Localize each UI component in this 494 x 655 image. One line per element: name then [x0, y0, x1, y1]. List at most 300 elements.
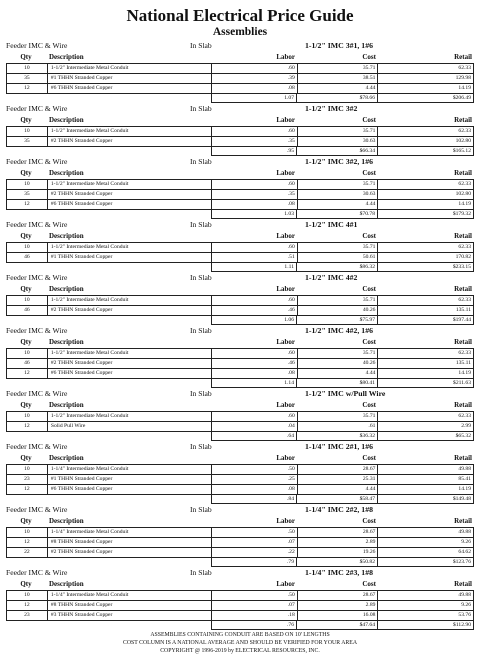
assembly-name: 1-1/2" IMC 3#1, 1#6 — [305, 41, 373, 50]
section-header — [6, 219, 474, 230]
cell-cost: 30.63 — [298, 190, 379, 199]
cell-labor: .60 — [212, 296, 298, 305]
cell-description: #2 THHN Stranded Copper — [48, 548, 212, 557]
footer-note-lengths: ASSEMBLIES CONTAINING CONDUIT ARE BASED ON 10' LENGTHS — [150, 632, 330, 638]
total-spacer — [6, 432, 211, 441]
total-retail: $149.48 — [378, 495, 474, 504]
total-labor: .84 — [211, 495, 297, 504]
col-description-header: Description — [49, 580, 84, 588]
total-labor: 1.11 — [211, 263, 297, 272]
table-row — [6, 137, 474, 147]
cell-description: 1-1/2" Intermediate Metal Conduit — [48, 127, 212, 136]
cell-qty: 35 — [6, 74, 48, 83]
assembly-section — [6, 567, 474, 630]
cell-description: #2 THHN Stranded Copper — [48, 306, 212, 315]
table-row — [6, 243, 474, 253]
cell-cost: 38.51 — [298, 74, 379, 83]
cell-description: 1-1/2" Intermediate Metal Conduit — [48, 349, 212, 358]
cell-qty: 12 — [6, 369, 48, 378]
cell-cost: 40.26 — [298, 306, 379, 315]
cell-qty: 10 — [6, 127, 48, 136]
assembly-name: 1-1/2" IMC 3#2 — [305, 104, 358, 113]
table-row — [6, 465, 474, 475]
cell-cost: 4.44 — [298, 369, 379, 378]
col-description-header: Description — [49, 454, 84, 462]
total-cost: $50.82 — [297, 558, 378, 567]
total-cost: $58.47 — [297, 495, 378, 504]
cell-description: 1-1/4" Intermediate Metal Conduit — [48, 528, 212, 537]
column-header-row — [6, 515, 474, 528]
col-labor-header: Labor — [276, 53, 295, 61]
cell-description: #6 THHN Stranded Copper — [48, 84, 212, 93]
section-location: In Slab — [190, 389, 212, 398]
total-retail: $233.15 — [378, 263, 474, 272]
cell-description: 1-1/2" Intermediate Metal Conduit — [48, 296, 212, 305]
assembly-section — [6, 156, 474, 219]
cell-cost: 50.61 — [298, 253, 379, 262]
cell-cost: 19.26 — [298, 548, 379, 557]
col-qty-header: Qty — [20, 517, 32, 525]
total-retail: $112.90 — [378, 621, 474, 630]
total-labor: 1.07 — [211, 94, 297, 103]
cell-description: 1-1/2" Intermediate Metal Conduit — [48, 243, 212, 252]
cell-description: #2 THHN Stranded Copper — [48, 137, 212, 146]
cell-labor: .25 — [212, 475, 298, 484]
cell-labor: .60 — [212, 243, 298, 252]
table-row — [6, 611, 474, 621]
col-qty-header: Qty — [20, 454, 32, 462]
cell-labor: .08 — [212, 84, 298, 93]
total-row — [6, 316, 474, 325]
col-cost-header: Cost — [362, 401, 376, 409]
cell-labor: .08 — [212, 369, 298, 378]
cell-retail: 170.82 — [378, 253, 474, 262]
col-qty-header: Qty — [20, 116, 32, 124]
cell-labor: .04 — [212, 422, 298, 431]
cell-description: #6 THHN Stranded Copper — [48, 369, 212, 378]
cell-qty: 22 — [6, 548, 48, 557]
col-labor-header: Labor — [276, 454, 295, 462]
cell-qty: 35 — [6, 137, 48, 146]
cell-qty: 10 — [6, 528, 48, 537]
col-retail-header: Retail — [454, 232, 472, 240]
total-labor: .76 — [211, 621, 297, 630]
cell-labor: .50 — [212, 465, 298, 474]
total-row — [6, 558, 474, 567]
assembly-name: 1-1/4" IMC 2#1, 1#6 — [305, 442, 373, 451]
col-cost-header: Cost — [362, 517, 376, 525]
section-header — [6, 103, 474, 114]
cell-retail: 62.33 — [378, 243, 474, 252]
total-row — [6, 210, 474, 219]
assembly-section — [6, 40, 474, 103]
cell-retail: 14.19 — [378, 84, 474, 93]
total-retail: $206.49 — [378, 94, 474, 103]
cell-labor: .39 — [212, 74, 298, 83]
total-cost: $75.97 — [297, 316, 378, 325]
table-row — [6, 306, 474, 316]
table-row — [6, 180, 474, 190]
cell-retail: 9.26 — [378, 601, 474, 610]
total-cost: $86.32 — [297, 263, 378, 272]
cell-cost: 35.71 — [298, 296, 379, 305]
cell-labor: .08 — [212, 200, 298, 209]
cell-labor: .60 — [212, 64, 298, 73]
total-cost: $80.41 — [297, 379, 378, 388]
cell-retail: 64.62 — [378, 548, 474, 557]
cell-labor: .60 — [212, 127, 298, 136]
cell-cost: 28.67 — [298, 465, 379, 474]
table-row — [6, 485, 474, 495]
section-header — [6, 40, 474, 51]
table-row — [6, 64, 474, 74]
col-description-header: Description — [49, 285, 84, 293]
cell-qty: 10 — [6, 465, 48, 474]
section-category: Feeder IMC & Wire — [6, 104, 68, 113]
assembly-section — [6, 219, 474, 272]
table-row — [6, 528, 474, 538]
total-cost: $78.66 — [297, 94, 378, 103]
total-spacer — [6, 210, 211, 219]
col-qty-header: Qty — [20, 169, 32, 177]
section-category: Feeder IMC & Wire — [6, 326, 68, 335]
cell-cost: 35.71 — [298, 180, 379, 189]
total-retail: $211.63 — [378, 379, 474, 388]
col-cost-header: Cost — [362, 580, 376, 588]
cell-retail: 14.19 — [378, 200, 474, 209]
total-row — [6, 379, 474, 388]
table-row — [6, 548, 474, 558]
cell-labor: .60 — [212, 180, 298, 189]
assembly-section — [6, 325, 474, 388]
cell-labor: .22 — [212, 548, 298, 557]
cell-cost: 35.71 — [298, 412, 379, 421]
cell-description: #1 THHN Stranded Copper — [48, 74, 212, 83]
total-cost: $36.32 — [297, 432, 378, 441]
total-row — [6, 495, 474, 504]
cell-retail: 62.33 — [378, 296, 474, 305]
cell-retail: 14.19 — [378, 369, 474, 378]
col-cost-header: Cost — [362, 169, 376, 177]
section-category: Feeder IMC & Wire — [6, 568, 68, 577]
cell-description: 1-1/2" Intermediate Metal Conduit — [48, 412, 212, 421]
cell-qty: 10 — [6, 349, 48, 358]
col-retail-header: Retail — [454, 454, 472, 462]
total-spacer — [6, 94, 211, 103]
cell-qty: 23 — [6, 611, 48, 620]
col-qty-header: Qty — [20, 338, 32, 346]
total-cost: $70.78 — [297, 210, 378, 219]
column-header-row — [6, 51, 474, 64]
table-row — [6, 422, 474, 432]
cell-cost: 30.63 — [298, 137, 379, 146]
section-location: In Slab — [190, 273, 212, 282]
total-retail: $165.12 — [378, 147, 474, 156]
assembly-name: 1-1/4" IMC 2#2, 1#8 — [305, 505, 373, 514]
col-labor-header: Labor — [276, 580, 295, 588]
cell-retail: 62.33 — [378, 349, 474, 358]
cell-qty: 12 — [6, 84, 48, 93]
total-labor: 1.06 — [211, 316, 297, 325]
cell-qty: 23 — [6, 475, 48, 484]
col-labor-header: Labor — [276, 517, 295, 525]
total-spacer — [6, 316, 211, 325]
cell-qty: 10 — [6, 412, 48, 421]
total-labor: .95 — [211, 147, 297, 156]
table-row — [6, 359, 474, 369]
col-labor-header: Labor — [276, 116, 295, 124]
col-cost-header: Cost — [362, 116, 376, 124]
col-retail-header: Retail — [454, 401, 472, 409]
col-labor-header: Labor — [276, 338, 295, 346]
cell-labor: .51 — [212, 253, 298, 262]
col-cost-header: Cost — [362, 232, 376, 240]
cell-retail: 85.41 — [378, 475, 474, 484]
cell-description: 1-1/4" Intermediate Metal Conduit — [48, 465, 212, 474]
section-header — [6, 441, 474, 452]
cell-qty: 12 — [6, 200, 48, 209]
section-category: Feeder IMC & Wire — [6, 273, 68, 282]
total-labor: 1.03 — [211, 210, 297, 219]
cell-retail: 135.11 — [378, 306, 474, 315]
table-row — [6, 84, 474, 94]
assembly-section — [6, 272, 474, 325]
cell-cost: 35.71 — [298, 243, 379, 252]
assembly-section — [6, 103, 474, 156]
cell-qty: 12 — [6, 485, 48, 494]
col-retail-header: Retail — [454, 338, 472, 346]
cell-qty: 10 — [6, 180, 48, 189]
section-header — [6, 156, 474, 167]
cell-qty: 12 — [6, 601, 48, 610]
total-labor: .79 — [211, 558, 297, 567]
total-labor: .64 — [211, 432, 297, 441]
col-qty-header: Qty — [20, 401, 32, 409]
cell-cost: 40.26 — [298, 359, 379, 368]
section-location: In Slab — [190, 104, 212, 113]
table-row — [6, 412, 474, 422]
total-row — [6, 147, 474, 156]
table-row — [6, 74, 474, 84]
total-row — [6, 621, 474, 630]
col-labor-header: Labor — [276, 169, 295, 177]
cell-description: #1 THHN Stranded Copper — [48, 475, 212, 484]
cell-retail: 53.76 — [378, 611, 474, 620]
cell-labor: .60 — [212, 412, 298, 421]
assembly-name: 1-1/2" IMC 4#1 — [305, 220, 358, 229]
cell-labor: .08 — [212, 485, 298, 494]
cell-labor: .46 — [212, 359, 298, 368]
col-qty-header: Qty — [20, 53, 32, 61]
assembly-name: 1-1/2" IMC 4#2 — [305, 273, 358, 282]
page-footer — [6, 631, 474, 655]
section-header — [6, 272, 474, 283]
cell-description: #8 THHN Stranded Copper — [48, 538, 212, 547]
col-cost-header: Cost — [362, 285, 376, 293]
cell-description: #6 THHN Stranded Copper — [48, 200, 212, 209]
col-retail-header: Retail — [454, 53, 472, 61]
total-row — [6, 94, 474, 103]
col-cost-header: Cost — [362, 338, 376, 346]
cell-cost: 2.89 — [298, 601, 379, 610]
section-location: In Slab — [190, 568, 212, 577]
cell-qty: 10 — [6, 591, 48, 600]
section-category: Feeder IMC & Wire — [6, 220, 68, 229]
cell-retail: 135.11 — [378, 359, 474, 368]
col-retail-header: Retail — [454, 580, 472, 588]
cell-description: 1-1/2" Intermediate Metal Conduit — [48, 64, 212, 73]
cell-labor: .35 — [212, 190, 298, 199]
page-subtitle: Assemblies — [212, 26, 268, 38]
cell-retail: 14.19 — [378, 485, 474, 494]
cell-description: #2 THHN Stranded Copper — [48, 359, 212, 368]
col-description-header: Description — [49, 116, 84, 124]
cell-description: #3 THHN Stranded Copper — [48, 611, 212, 620]
cell-retail: 102.80 — [378, 137, 474, 146]
cell-cost: 4.44 — [298, 84, 379, 93]
total-retail: $197.44 — [378, 316, 474, 325]
total-retail: $65.32 — [378, 432, 474, 441]
cell-labor: .18 — [212, 611, 298, 620]
cell-cost: .61 — [298, 422, 379, 431]
col-retail-header: Retail — [454, 517, 472, 525]
total-row — [6, 263, 474, 272]
cell-retail: 62.33 — [378, 180, 474, 189]
col-labor-header: Labor — [276, 285, 295, 293]
table-row — [6, 127, 474, 137]
col-cost-header: Cost — [362, 53, 376, 61]
assembly-section — [6, 388, 474, 441]
total-spacer — [6, 495, 211, 504]
cell-qty: 12 — [6, 422, 48, 431]
cell-retail: 62.33 — [378, 412, 474, 421]
cell-retail: 102.80 — [378, 190, 474, 199]
cell-retail: 9.26 — [378, 538, 474, 547]
col-retail-header: Retail — [454, 169, 472, 177]
col-qty-header: Qty — [20, 285, 32, 293]
cell-qty: 10 — [6, 243, 48, 252]
column-header-row — [6, 230, 474, 243]
total-cost: $47.64 — [297, 621, 378, 630]
cell-cost: 25.31 — [298, 475, 379, 484]
total-retail: $179.32 — [378, 210, 474, 219]
total-spacer — [6, 621, 211, 630]
cell-cost: 4.44 — [298, 485, 379, 494]
col-description-header: Description — [49, 169, 84, 177]
table-row — [6, 200, 474, 210]
col-labor-header: Labor — [276, 232, 295, 240]
cell-qty: 46 — [6, 306, 48, 315]
assembly-name: 1-1/2" IMC 4#2, 1#6 — [305, 326, 373, 335]
table-row — [6, 538, 474, 548]
cell-labor: .07 — [212, 538, 298, 547]
footer-copyright: COPYRIGHT @ 1996-2019 by ELECTRICAL RESOURCES, INC. — [160, 648, 320, 654]
cell-cost: 16.08 — [298, 611, 379, 620]
section-location: In Slab — [190, 220, 212, 229]
col-labor-header: Labor — [276, 401, 295, 409]
total-retail: $123.76 — [378, 558, 474, 567]
col-qty-header: Qty — [20, 580, 32, 588]
section-location: In Slab — [190, 157, 212, 166]
assembly-section — [6, 504, 474, 567]
assembly-name: 1-1/4" IMC 2#3, 1#8 — [305, 568, 373, 577]
assembly-name: 1-1/2" IMC w/Pull Wire — [305, 389, 386, 398]
column-header-row — [6, 167, 474, 180]
cell-labor: .07 — [212, 601, 298, 610]
cell-description: Solid Pull Wire — [48, 422, 212, 431]
cell-retail: 62.33 — [378, 127, 474, 136]
table-row — [6, 601, 474, 611]
cell-qty: 46 — [6, 359, 48, 368]
section-category: Feeder IMC & Wire — [6, 442, 68, 451]
col-qty-header: Qty — [20, 232, 32, 240]
cell-retail: 49.88 — [378, 528, 474, 537]
column-header-row — [6, 578, 474, 591]
table-row — [6, 369, 474, 379]
col-retail-header: Retail — [454, 285, 472, 293]
table-row — [6, 190, 474, 200]
total-spacer — [6, 558, 211, 567]
cell-qty: 46 — [6, 253, 48, 262]
table-row — [6, 296, 474, 306]
col-description-header: Description — [49, 517, 84, 525]
cell-description: #2 THHN Stranded Copper — [48, 190, 212, 199]
table-row — [6, 349, 474, 359]
cell-cost: 4.44 — [298, 200, 379, 209]
section-location: In Slab — [190, 41, 212, 50]
cell-labor: .50 — [212, 591, 298, 600]
cell-description: 1-1/4" Intermediate Metal Conduit — [48, 591, 212, 600]
section-location: In Slab — [190, 505, 212, 514]
cell-qty: 10 — [6, 296, 48, 305]
cell-cost: 28.67 — [298, 528, 379, 537]
col-retail-header: Retail — [454, 116, 472, 124]
total-spacer — [6, 379, 211, 388]
total-cost: $66.34 — [297, 147, 378, 156]
cell-labor: .35 — [212, 137, 298, 146]
cell-retail: 49.88 — [378, 591, 474, 600]
cell-description: 1-1/2" Intermediate Metal Conduit — [48, 180, 212, 189]
cell-labor: .50 — [212, 528, 298, 537]
cell-cost: 35.71 — [298, 349, 379, 358]
total-row — [6, 432, 474, 441]
assembly-list — [6, 40, 474, 630]
table-row — [6, 591, 474, 601]
cell-description: #8 THHN Stranded Copper — [48, 601, 212, 610]
cell-cost: 35.71 — [298, 127, 379, 136]
assembly-name: 1-1/2" IMC 3#2, 1#6 — [305, 157, 373, 166]
assembly-section — [6, 441, 474, 504]
cell-cost: 35.71 — [298, 64, 379, 73]
col-description-header: Description — [49, 401, 84, 409]
section-category: Feeder IMC & Wire — [6, 505, 68, 514]
cell-labor: .60 — [212, 349, 298, 358]
section-header — [6, 388, 474, 399]
section-category: Feeder IMC & Wire — [6, 389, 68, 398]
column-header-row — [6, 114, 474, 127]
col-description-header: Description — [49, 53, 84, 61]
cell-labor: .46 — [212, 306, 298, 315]
cell-description: #6 THHN Stranded Copper — [48, 485, 212, 494]
cell-cost: 2.89 — [298, 538, 379, 547]
section-header — [6, 325, 474, 336]
cell-qty: 12 — [6, 538, 48, 547]
table-row — [6, 253, 474, 263]
column-header-row — [6, 399, 474, 412]
section-location: In Slab — [190, 326, 212, 335]
column-header-row — [6, 336, 474, 349]
page-title: National Electrical Price Guide — [126, 6, 354, 25]
